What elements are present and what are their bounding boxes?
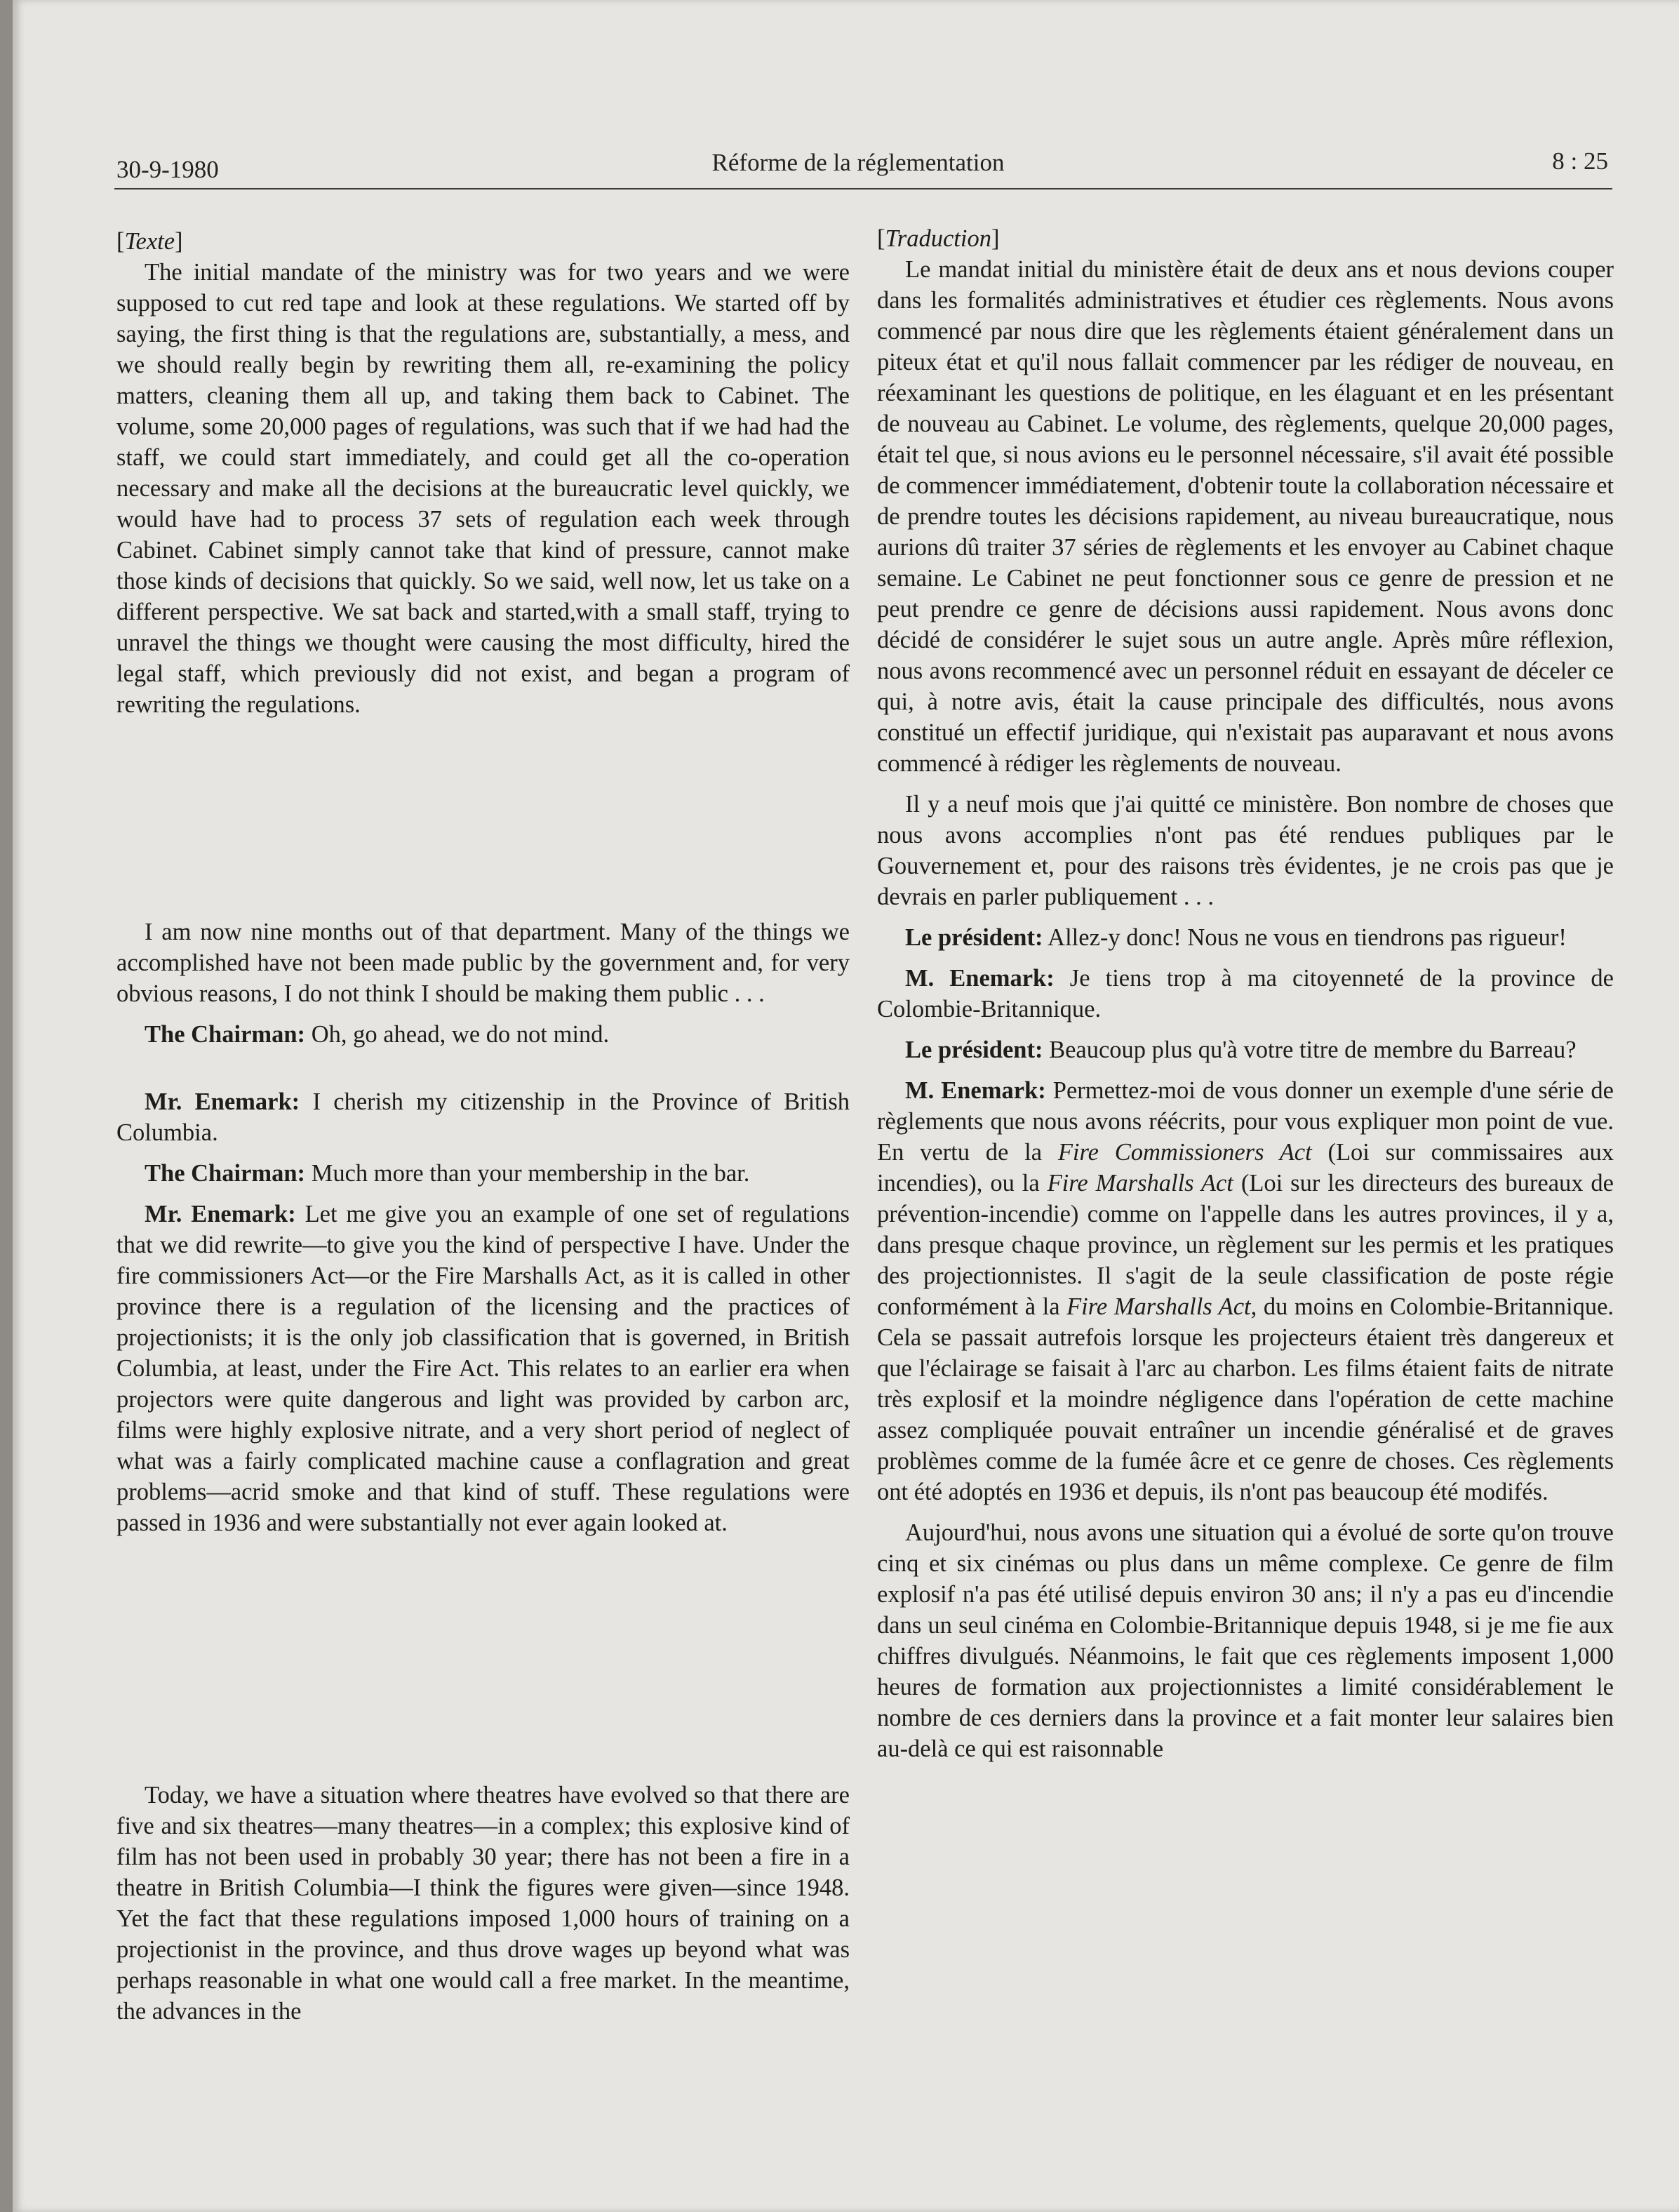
header-date: 30-9-1980 xyxy=(116,156,219,183)
speaker-label: Le président: xyxy=(905,924,1043,951)
english-paragraph-1: The initial mandate of the ministry was for two years and we were supposed to cut red tape and look at these regulations. We started off by saying, the first thing is that the regulations are, substantially, a mess, and we should really begin by rewriting them all, re-examining the policy matters, cleaning them all up, and taking them back to Cabinet. The volume, some 20,000 pages of regulations, was such that if we had had the staff, we could start immediately, and could get all the co-operation necessary and make all the decisions at the bureaucratic level quickly, we would have had to process 37 sets of regulation each week through Cabinet. Cabinet simply cannot take that kind of pressure, cannot make those kinds of decisions that quickly. So we said, well now, let us take on a different perspective. We sat back and started,with a small staff, trying to unravel the things we thought were causing the most difficulty, hired the legal staff, which previously did not exist, and began a program of rewriting the regulations. xyxy=(116,259,850,718)
english-paragraph-3: Today, we have a situation where theatres have evolved so that there are five and six theatres—many theatres—in a complex; this explosive kind of film has not been used in probably 30 year; there has not been a fire in a theatre in British Columbia—I think the figures were given—since 1948. Yet the fact that these regulations imposed 1,000 hours of training on a projectionist in the province, and thus drove wages up beyond what was perhaps reasonable in what one would call a free market. In the meantime, the advances in the xyxy=(116,1782,850,2025)
speaker-label: M. Enemark: xyxy=(905,1077,1046,1104)
english-chairman-remark-1: The Chairman: Oh, go ahead, we do not mind. xyxy=(145,1021,610,1048)
english-block-1 xyxy=(116,226,850,720)
english-block-2 xyxy=(116,917,850,1538)
french-enemark-remark-2: M. Enemark: Permettez-moi de vous donner un exemple d'une série de règlements que nous avons réécrits, pour vous expliquer mon point de vue. En vertu de la Fire Commissioners Act (Loi sur commissaires aux incendies), ou la Fire Marshalls Act (Loi sur les directeurs des bureaux de prévention-incendie) comme on l'appelle dans les autres provinces, il y a, dans presque chaque province, un règlement sur les permis et les pratiques des projectionnistes. Il s'agit de la seule classification de poste régie conformément à la Fire Marshalls Act, du moins en Colombie-Britannique. Cela se passait autrefois lorsque les projecteurs étaient très dangereux et que l'éclairage se faisait à l'arc au charbon. Les films étaient faits de nitrate très explosif et la moindre négligence dans l'opération de cette machine assez compliquée pouvait entraîner un incendie généralisé et de graves problèmes comme de la fumée âcre et ce genre de choses. Ces règlements ont été adoptés en 1936 et depuis, ils n'ont pas beaucoup été modifés. xyxy=(877,1077,1614,1505)
english-enemark-remark-1: Mr. Enemark: I cherish my citizenship in the Province of British Columbia. xyxy=(116,1088,850,1146)
header-rule xyxy=(114,188,1612,189)
speaker-label: M. Enemark: xyxy=(905,965,1055,992)
french-paragraph-2: Il y a neuf mois que j'ai quitté ce ministère. Bon nombre de choses que nous avons accomplies n'ont pas été rendues publiques par le Gouvernement et, pour des raisons très évidentes, je ne crois pas que je devrais en parler publiquement . . . xyxy=(877,791,1614,910)
french-president-remark-1: Le président: Allez-y donc! Nous ne vous en tiendrons pas rigueur! xyxy=(905,924,1567,951)
speaker-label: The Chairman: xyxy=(145,1021,306,1048)
act-title: Fire Marshalls Act xyxy=(1047,1170,1233,1197)
french-paragraph-1: Le mandat initial du ministère était de deux ans et nous devions couper dans les formalités administratives et étudier ces règlements. Nous avons commencé par nous dire que les règlements étaient généralement dans un piteux état et qu'il nous fallait commencer par les rédiger de nouveau, en réexaminant les questions de politique, en les élaguant et en les présentant de nouveau au Cabinet. Le volume, des règlements, quelque 20,000 pages, était tel que, si nous avions eu le personnel nécessaire, s'il avait été possible de commencer immédiatement, d'obtenir toute la collaboration nécessaire et de prendre toutes les décisions rapidement, au niveau bureaucratique, nous aurions dû traiter 37 séries de règlements et les envoyer au Cabinet chaque semaine. Le Cabinet ne peut fonctionner sous ce genre de pression et ne peut prendre ce genre de décisions aussi rapidement. Nous avons donc décidé de considérer le sujet sous un autre angle. Après mûre réflexion, nous avons recommencé avec un personnel réduit en essayant de déceler ce qui, à notre avis, était la cause principale des difficultés, nous avons constitué un effectif juridique, qui n'existait pas auparavant et nous avons commencé à rédiger les règlements de nouveau. xyxy=(877,256,1614,777)
header-title: Réforme de la réglementation xyxy=(711,149,1005,176)
act-title: Fire Commissioners Act xyxy=(1057,1139,1312,1166)
french-president-remark-2: Le président: Beaucoup plus qu'à votre titre de membre du Barreau? xyxy=(905,1037,1577,1063)
book-spine-shadow xyxy=(0,0,13,2212)
act-title: Fire Marshalls Act xyxy=(1066,1293,1251,1320)
header-page-number: 8 : 25 xyxy=(1552,147,1608,175)
english-chairman-remark-2: The Chairman: Much more than your membership in the bar. xyxy=(145,1160,750,1187)
english-paragraph-2: I am now nine months out of that department. Many of the things we accomplished have not been made public by the government and, for very obvious reasons, I do not think I should be making them public . . . xyxy=(116,919,850,1007)
speaker-label: The Chairman: xyxy=(145,1160,306,1187)
speaker-label: Le président: xyxy=(905,1037,1043,1063)
english-enemark-remark-2: Mr. Enemark: Let me give you an example of one set of regulations that we did rewrite—to give you the kind of perspective I have. Under the fire commissioners Act—or the Fire Marshalls Act, as it is called in other province there is a regulation of the licensing and the practices of projectionists; it is the only job classification that is governed, in British Columbia, at least, under the Fire Act. This relates to an earlier era when projectors were quite dangerous and light was provided by carbon arc, films were highly explosive nitrate, and a very short period of neglect of what was a fairly complicated machine cause a conflagration and great problems—acrid smoke and that kind of stuff. These regulations were passed in 1936 and were substantially not ever again looked at. xyxy=(116,1201,850,1536)
english-text-tag: [Texte] xyxy=(116,228,183,255)
speaker-label: Mr. Enemark: xyxy=(145,1201,296,1227)
french-text-tag: [Traduction] xyxy=(877,225,1000,252)
french-enemark-remark-1: M. Enemark: Je tiens trop à ma citoyenneté de la province de Colombie-Britannique. xyxy=(877,965,1614,1022)
speaker-label: Mr. Enemark: xyxy=(145,1088,300,1115)
french-column xyxy=(877,223,1614,1764)
english-block-3 xyxy=(116,1780,850,2027)
french-paragraph-3: Aujourd'hui, nous avons une situation qui a évolué de sorte qu'on trouve cinq et six cinémas ou plus dans un même complexe. Ce genre de film explosif n'a pas été utilisé depuis environ 30 ans; il n'y a pas eu d'incendie dans un seul cinéma en Colombie-Britannique depuis 1948, si je me fie aux chiffres divulgués. Néanmoins, le fait que ces règlements imposent 1,000 heures de formation aux projectionnistes a limité considérablement le nombre de ces derniers dans la province et a fait monter leur salaires bien au-delà ce qui est raisonnable xyxy=(877,1519,1614,1762)
page-header xyxy=(104,147,1612,184)
